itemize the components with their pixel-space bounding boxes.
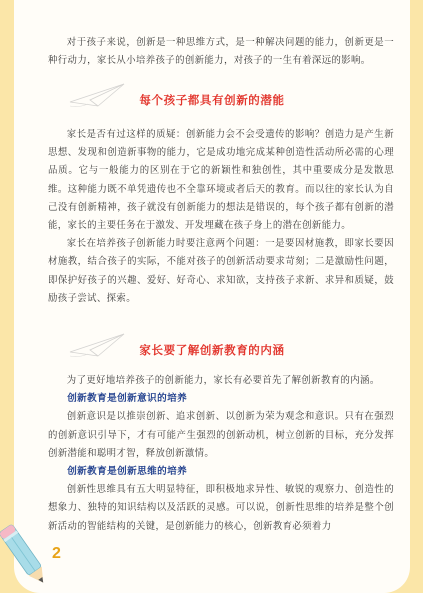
page — [14, 0, 410, 593]
section2-sub1-text: 创新意识是以推崇创新、追求创新、以创新为荣为观念和意识。只有在强烈的创新意识引导下，才有可能产生强烈的创新动机，树立创新的目标，充分发挥创新潜能和聪明才智，释放创新激情。 — [48, 411, 394, 459]
section2-intro: 为了更好地培养孩子的创新能力，家长有必要首先了解创新教育的内涵。 — [66, 375, 380, 386]
pencil-icon — [0, 518, 52, 593]
section1-paragraph: 家长是否有过这样的质疑：创新能力会不会受遗传的影响？创造力是产生新思想、发现和创造新事物的能力，它是成功地完成某种创造性活动所必需的心理品质。它与一般能力的区别在于它的新颖性和独创性，其中重要成分是发散思维。这种能力既不单凭遗传也不全靠环境或者后天的教育。而以往的家长认为自己没有创新精神，孩子就没有创新能力的想法是错误的，每个孩子都有创新的潜能，家长的主要任务在于激发、开发埋藏在孩子身上的潜在创新能力。 — [48, 129, 394, 232]
section1-body — [48, 126, 394, 308]
section2-sub2-text: 创新性思维具有五大明显特征，即积极地求异性、敏锐的观察力、创造性的想象力、独特的知识结构以及活跃的灵感。可以说，创新性思维的培养是整个创新活动的智能结构的关键，是创新能力的核心，创新教育必须着力 — [48, 484, 394, 532]
section1-title: 每个孩子都具有创新的潜能 — [139, 93, 285, 107]
section2-sub2-title: 创新教育是创新思维的培养 — [67, 466, 188, 478]
intro-paragraph: 对于孩子来说，创新是一种思维方式，是一种解决问题的能力，创新更是一种行动力，家长从小培养孩子的创新能力，对孩子的一生有着深远的影响。 — [48, 37, 394, 67]
intro-block — [48, 34, 394, 70]
section2-body — [48, 372, 394, 536]
section2-title: 家长要了解创新教育的内涵 — [139, 343, 285, 357]
section1-paragraph: 家长在培养孩子创新能力时要注意两个问题：一是要因材施教，即家长要因材施教，结合孩子的实际，不能对孩子的创新活动要求苛刻；二是激励性问题，即保护好孩子的兴趣、爱好、好奇心、求知欲，支持孩子求新、求异和质疑，鼓励孩子尝试、探索。 — [48, 238, 394, 304]
page-number: 2 — [52, 545, 61, 562]
section2-sub1-title: 创新教育是创新意识的培养 — [67, 393, 188, 405]
